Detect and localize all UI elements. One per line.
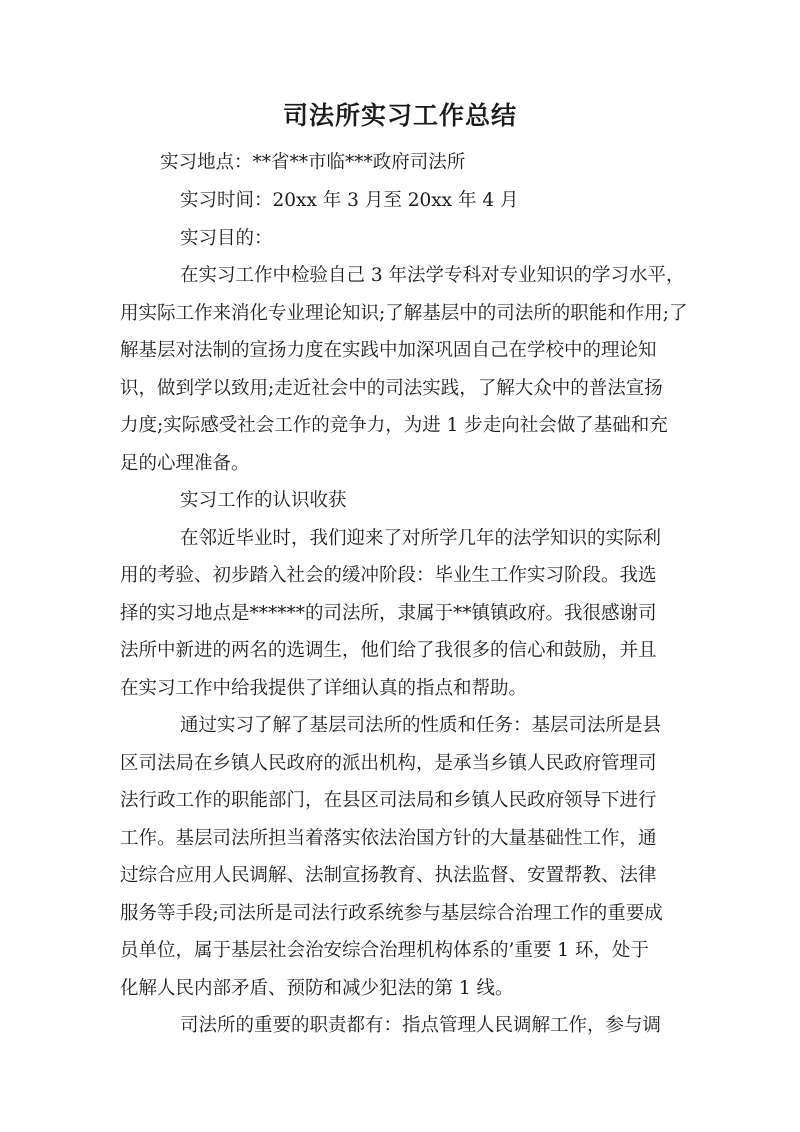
text-line: 法所中新进的两名的选调生，他们给了我很多的信心和鼓励，并且: [120, 640, 657, 661]
text-line-period: 实习时间：20xx 年 3 月至 20xx 年 4 月: [180, 190, 519, 211]
text-line: 在实习工作中给我提供了详细认真的指点和帮助。: [120, 678, 528, 699]
text-line: 法行政工作的职能部门，在县区司法局和乡镇人民政府领导下进行: [120, 790, 657, 811]
text-line: 司法所的重要的职责都有：指点管理人民调解工作，参与调: [180, 1015, 662, 1036]
text-line: 用的考验、初步踏入社会的缓冲阶段：毕业生工作实习阶段。我选: [120, 565, 657, 586]
text-line: 足的心理准备。: [120, 453, 250, 474]
text-line: 服务等手段;司法所是司法行政系统参与基层综合治理工作的重要成: [120, 903, 663, 924]
text-line: 在邻近毕业时，我们迎来了对所学几年的法学知识的实际利: [180, 528, 662, 549]
text-line: 择的实习地点是******的司法所，隶属于**镇镇政府。我很感谢司: [120, 603, 657, 624]
text-line: 解基层对法制的宣扬力度在实践中加深巩固自己在学校中的理论知: [120, 340, 657, 361]
text-line: 区司法局在乡镇人民政府的派出机构，是承当乡镇人民政府管理司: [120, 753, 657, 774]
text-line: 通过实习了解了基层司法所的性质和任务：基层司法所是县: [180, 715, 662, 736]
text-line: 员单位，属于基层社会治安综合治理机构体系的’重要 1 环，处于: [120, 940, 649, 961]
text-line: 在实习工作中检验自己 3 年法学专科对专业知识的学习水平，: [180, 265, 685, 286]
text-line: 用实际工作来消化专业理论知识;了解基层中的司法所的职能和作用;了: [120, 303, 688, 324]
text-line-location: 实习地点：**省**市临***政府司法所: [160, 152, 466, 173]
text-line: 化解人民内部矛盾、预防和减少犯法的第 1 线。: [120, 978, 514, 999]
text-line: 工作。基层司法所担当着落实依法治国方针的大量基础性工作，通: [120, 828, 657, 849]
text-line: 过综合应用人民调解、法制宣扬教育、执法监督、安置帮教、法律: [120, 865, 657, 886]
section-heading: 实习工作的认识收获: [180, 490, 347, 511]
document-title: 司法所实习工作总结: [282, 101, 517, 130]
text-line: 力度;实际感受社会工作的竞争力，为进 1 步走向社会做了基础和充: [120, 415, 668, 436]
text-line: 识，做到学以致用;走近社会中的司法实践，了解大众中的普法宣扬: [120, 378, 663, 399]
text-line-purpose-heading: 实习目的：: [180, 228, 273, 249]
